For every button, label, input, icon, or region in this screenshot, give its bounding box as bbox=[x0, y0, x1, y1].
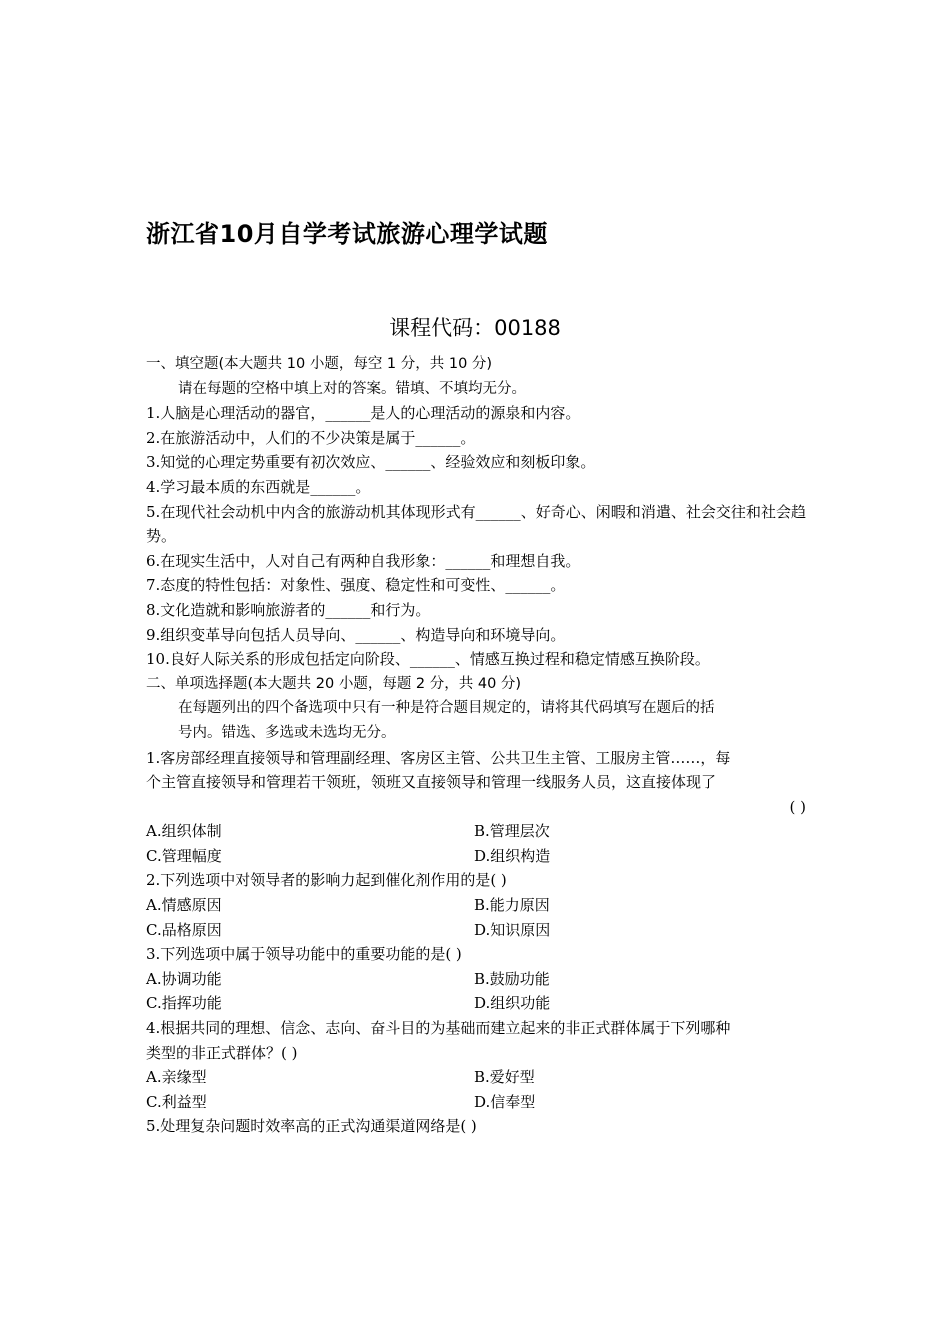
section1-heading: 一、填空题(本大题共 10 小题，每空 1 分，共 10 分) bbox=[146, 356, 493, 372]
fill-question-9: 9.组织变革导向包括人员导向、______、构造导向和环境导向。 bbox=[146, 625, 566, 644]
choice-question-1-line2: 个主管直接领导和管理若干领班，领班又直接领导和管理一线服务人员，这直接体现了 bbox=[146, 773, 717, 792]
section2-heading: 二、单项选择题(本大题共 20 小题，每题 2 分，共 40 分) bbox=[146, 675, 522, 692]
option-d: D.信奉型 bbox=[474, 1092, 536, 1111]
option-a: A.亲缘型 bbox=[146, 1068, 207, 1087]
choice-question-5: 5.处理复杂问题时效率高的正式沟通渠道网络是( ) bbox=[146, 1117, 477, 1136]
fill-question-1: 1.人脑是心理活动的器官，______是人的心理活动的源泉和内容。 bbox=[146, 404, 581, 423]
fill-question-6: 6.在现实生活中，人对自己有两种自我形象：______和理想自我。 bbox=[146, 551, 581, 570]
fill-question-10: 10.良好人际关系的形成包括定向阶段、______、情感互换过程和稳定情感互换阶段。 bbox=[146, 650, 710, 669]
exam-body bbox=[146, 352, 806, 1139]
fill-question-2: 2.在旅游活动中，人们的不少决策是属于______。 bbox=[146, 428, 476, 447]
page-title: 浙江省10月自学考试旅游心理学试题 bbox=[146, 220, 548, 248]
option-c: C.品格原因 bbox=[146, 920, 222, 939]
section2-instruction-line2: 号内。错选、多选或未选均无分。 bbox=[178, 724, 396, 741]
option-b: B.能力原因 bbox=[474, 896, 550, 915]
choice-question-4-options-row1 bbox=[146, 1065, 806, 1090]
option-b: B.管理层次 bbox=[474, 822, 550, 841]
option-c: C.指挥功能 bbox=[146, 994, 222, 1013]
choice-question-1-options-row2 bbox=[146, 844, 806, 869]
choice-question-4-line1: 4.根据共同的理想、信念、志向、奋斗目的为基础而建立起来的非正式群体属于下列哪种 bbox=[146, 1019, 731, 1038]
option-a: A.组织体制 bbox=[146, 822, 222, 841]
choice-question-4-line2: 类型的非正式群体？( ) bbox=[146, 1043, 298, 1062]
section1-instruction: 请在每题的空格中填上对的答案。错填、不填均无分。 bbox=[178, 380, 526, 397]
fill-question-8: 8.文化造就和影响旅游者的______和行为。 bbox=[146, 600, 431, 619]
option-d: D.组织构造 bbox=[474, 846, 551, 865]
choice-question-3-options-row1 bbox=[146, 967, 806, 992]
choice-question-2-options-row1 bbox=[146, 893, 806, 918]
choice-question-1-line1: 1.客房部经理直接领导和管理副经理、客房区主管、公共卫生主管、工服房主管……，每 bbox=[146, 748, 731, 767]
choice-question-2-options-row2 bbox=[146, 918, 806, 943]
fill-question-5: 5.在现代社会动机中内含的旅游动机其体现形式有______、好奇心、闲暇和消遣、社会交往和社会趋势。 bbox=[146, 502, 806, 546]
choice-question-1-answer-paren: ( ) bbox=[789, 797, 806, 816]
choice-question-4-options-row2 bbox=[146, 1090, 806, 1115]
section2-instruction-line1: 在每题列出的四个备选项中只有一种是符合题目规定的，请将其代码填写在题后的括 bbox=[178, 700, 715, 717]
fill-question-7: 7.态度的特性包括：对象性、强度、稳定性和可变性、______。 bbox=[146, 576, 566, 595]
option-d: D.知识原因 bbox=[474, 920, 551, 939]
option-b: B.鼓励功能 bbox=[474, 969, 550, 988]
fill-question-3: 3.知觉的心理定势重要有初次效应、______、经验效应和刻板印象。 bbox=[146, 453, 596, 472]
course-code: 课程代码：00188 bbox=[389, 316, 561, 340]
option-a: A.协调功能 bbox=[146, 969, 222, 988]
option-b: B.爱好型 bbox=[474, 1068, 535, 1087]
fill-question-4: 4.学习最本质的东西就是______。 bbox=[146, 477, 371, 496]
option-c: C.利益型 bbox=[146, 1092, 207, 1111]
option-a: A.情感原因 bbox=[146, 896, 222, 915]
option-c: C.管理幅度 bbox=[146, 846, 222, 865]
option-d: D.组织功能 bbox=[474, 994, 551, 1013]
choice-question-2: 2.下列选项中对领导者的影响力起到催化剂作用的是( ) bbox=[146, 871, 507, 890]
choice-question-3: 3.下列选项中属于领导功能中的重要功能的是( ) bbox=[146, 945, 462, 964]
choice-question-1-options-row1 bbox=[146, 819, 806, 844]
choice-question-3-options-row2 bbox=[146, 991, 806, 1016]
